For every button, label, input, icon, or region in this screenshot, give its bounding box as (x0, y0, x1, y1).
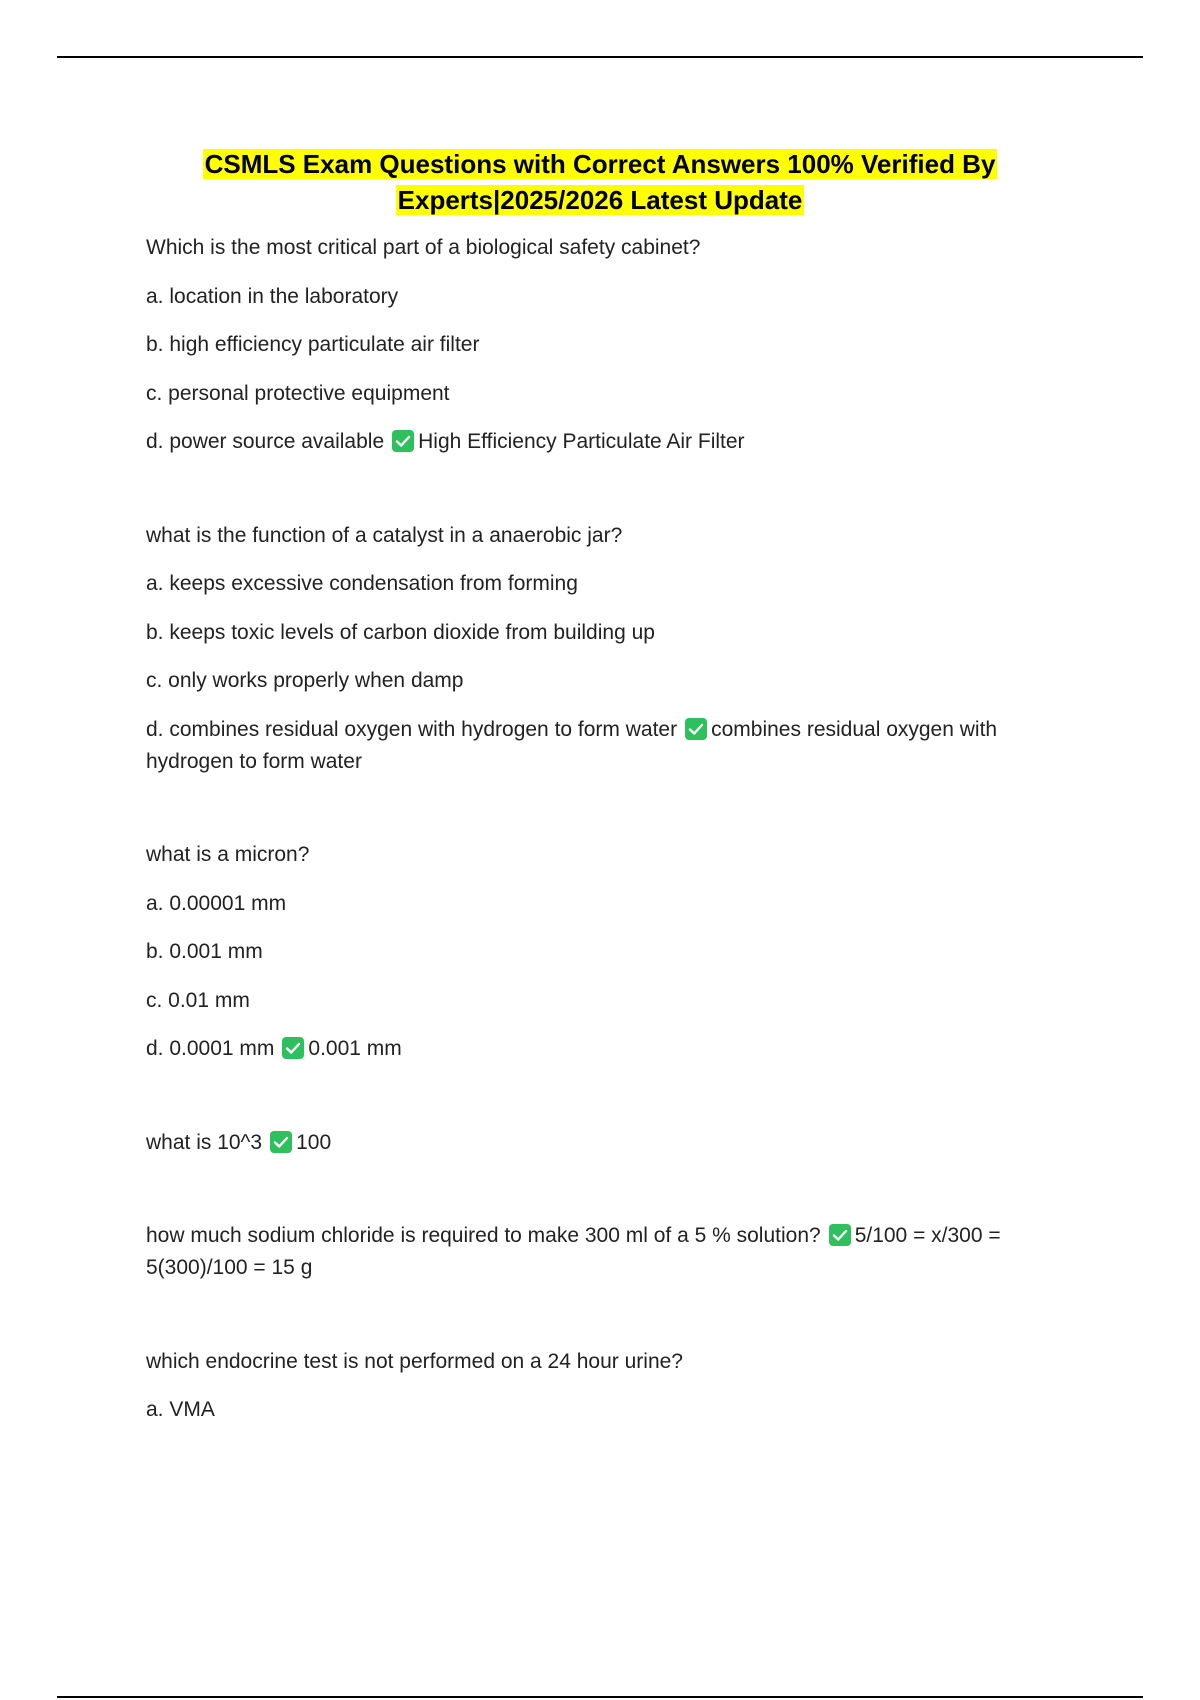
option-d-with-answer (146, 1033, 1066, 1065)
question-text: how much sodium chloride is required to make 300 ml of a 5 % solution? (146, 1224, 821, 1247)
header-rule (57, 56, 1143, 58)
title-line-1: CSMLS Exam Questions with Correct Answers 100% Verified By (204, 149, 996, 179)
question-block (146, 839, 1066, 1065)
option-a: a. 0.00001 mm (146, 891, 287, 915)
option-c: c. 0.01 mm (146, 988, 250, 1012)
document-title (0, 146, 1200, 218)
question-block (146, 232, 1066, 458)
answer-text: High Efficiency Particulate Air Filter (418, 430, 745, 453)
option-c: c. personal protective equipment (146, 381, 450, 405)
check-mark-icon (282, 1037, 304, 1059)
question-list (146, 232, 1066, 1443)
question-with-answer (146, 1127, 1066, 1159)
footer-rule (57, 1696, 1143, 1698)
check-mark-icon (829, 1224, 851, 1246)
option-c: c. only works properly when damp (146, 669, 464, 692)
answer-text: combines residual oxygen with hydrogen to form water (146, 717, 998, 773)
question-text: Which is the most critical part of a biological safety cabinet? (146, 236, 701, 259)
option-d-with-answer (146, 426, 1066, 458)
option-a: a. VMA (146, 1398, 215, 1421)
question-text: what is 10^3 (146, 1130, 263, 1154)
check-mark-icon (392, 430, 414, 452)
option-d: d. 0.0001 mm (146, 1037, 275, 1060)
question-block (146, 520, 1066, 778)
option-a: a. location in the laboratory (146, 284, 399, 308)
option-d: d. power source available (146, 430, 385, 453)
answer-text: 0.001 mm (308, 1037, 402, 1060)
check-mark-icon (270, 1131, 292, 1153)
answer-text: 5/100 = x/300 = 5(300)/100 = 15 g (146, 1224, 1001, 1279)
title-line-2: Experts|2025/2026 Latest Update (397, 185, 803, 215)
question-with-answer (146, 1220, 1066, 1284)
option-a: a. keeps excessive condensation from forming (146, 572, 578, 595)
question-text: what is a micron? (146, 843, 310, 866)
option-b: b. high efficiency particulate air filter (146, 333, 480, 356)
option-b: b. keeps toxic levels of carbon dioxide from building up (146, 620, 655, 644)
question-block (146, 1346, 1066, 1427)
option-b: b. 0.001 mm (146, 940, 263, 963)
question-text: which endocrine test is not performed on a 24 hour urine? (146, 1349, 683, 1373)
question-text: what is the function of a catalyst in a anaerobic jar? (146, 523, 623, 547)
check-mark-icon (685, 718, 707, 740)
question-block (146, 1127, 1066, 1159)
answer-text: 100 (296, 1130, 332, 1154)
option-d: d. combines residual oxygen with hydrogen to form water (146, 717, 678, 741)
option-d-with-answer (146, 714, 1066, 778)
question-block (146, 1220, 1066, 1284)
